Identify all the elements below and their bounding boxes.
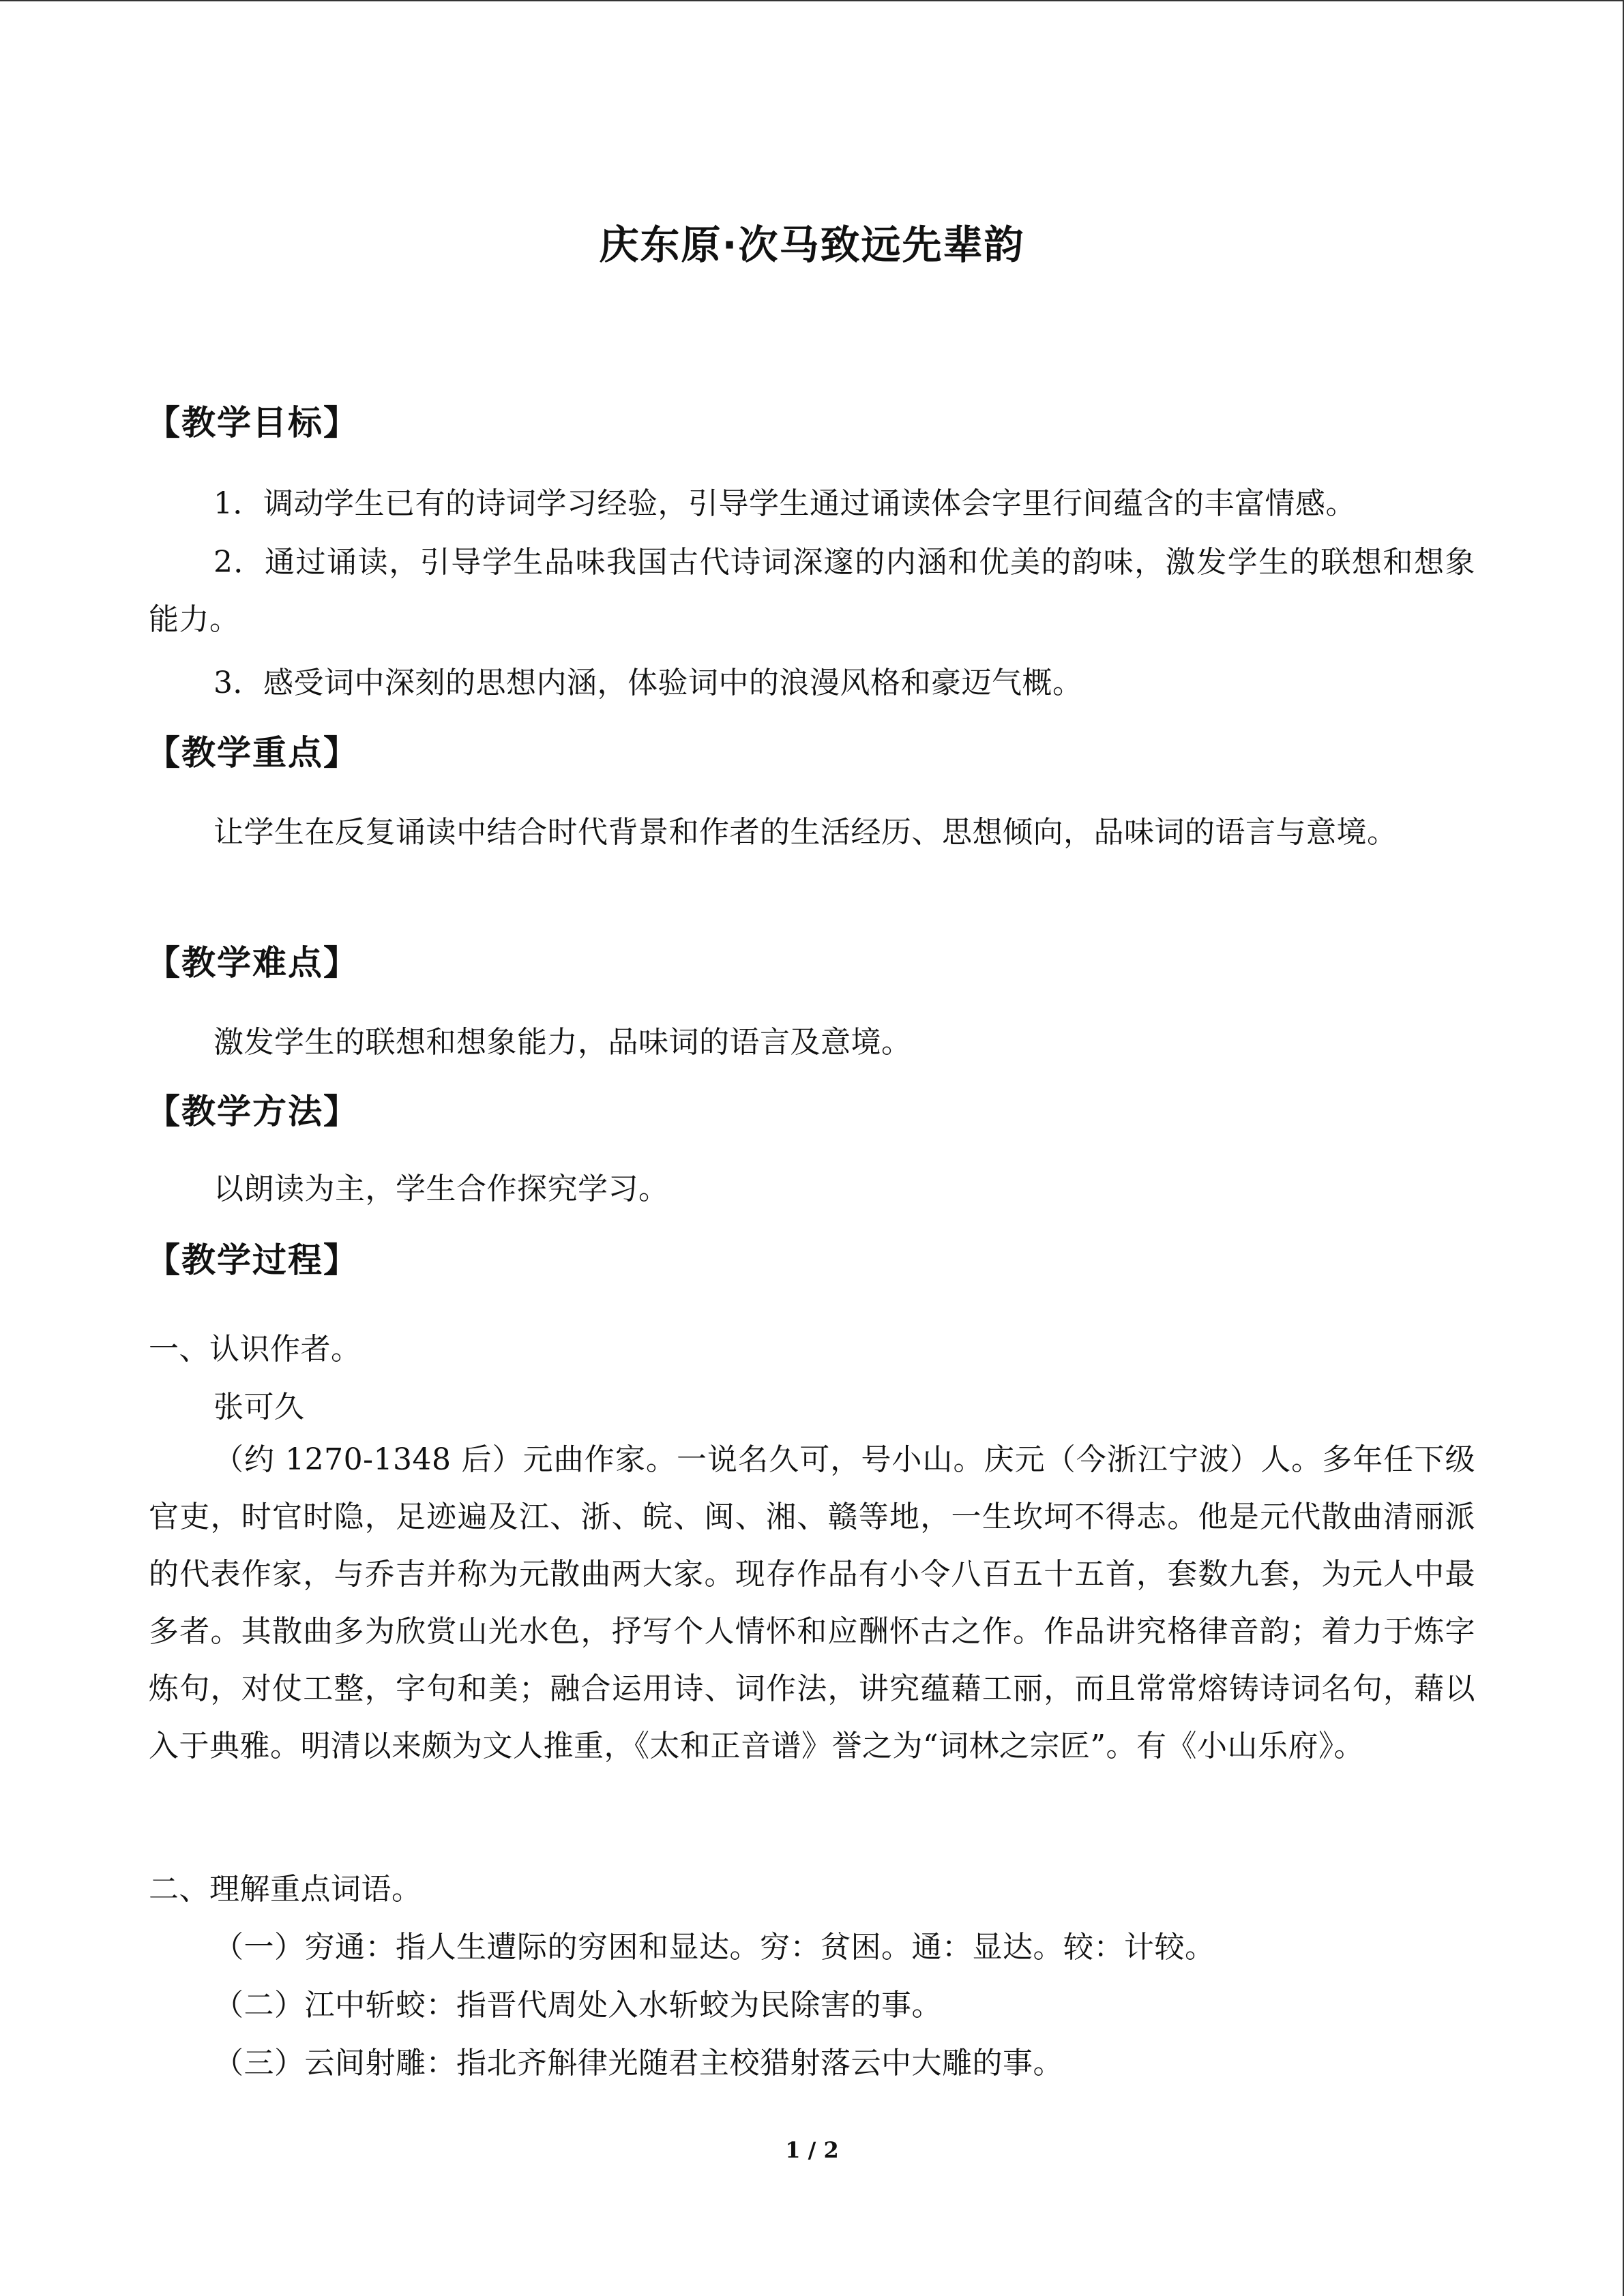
heading-objectives: 【教学目标】 (146, 403, 359, 443)
process-step-1: 一、认识作者。 (149, 1332, 361, 1367)
author-name: 张可久 (213, 1390, 305, 1425)
vocab-item-2: （二）江中斩蛟：指晋代周处入水斩蛟为民除害的事。 (213, 1988, 942, 2023)
objective-item-2: 2．通过诵读，引导学生品味我国古代诗词深邃的内涵和优美的韵味，激发学生的联想和想象能力。 (149, 545, 1475, 637)
heading-difficulties: 【教学难点】 (146, 943, 359, 983)
page-number: 1 / 2 (785, 2137, 839, 2163)
difficulties-text: 激发学生的联想和想象能力，品味词的语言及意境。 (213, 1025, 912, 1060)
heading-methods: 【教学方法】 (146, 1092, 359, 1131)
author-bio: （约 1270-1348 后）元曲作家。一说名久可，号小山。庆元（今浙江宁波）人。多年任下级官吏，时官时隐，足迹遍及江、浙、皖、闽、湘、赣等地，一生坎坷不得志。他是元代散曲清丽派的代表作家，与乔吉并称为元散曲两大家。现存作品有小令八百五十五首，套数九套，为元人中最多者。其散曲多为欣赏山光水色，抒写个人情怀和应酬怀古之作。作品讲究格律音韵；着力于炼字炼句，对仗工整，字句和美；融合运用诗、词作法，讲究蕴藉工丽，而且常常熔铸诗词名句，藉以入于典雅。明清以来颇为文人推重，《太和正音谱》誉之为“词林之宗匠”。有《小山乐府》。 (149, 1442, 1475, 1763)
key-points-text: 让学生在反复诵读中结合时代背景和作者的生活经历、思想倾向，品味词的语言与意境。 (213, 815, 1398, 850)
methods-text: 以朗读为主，学生合作探究学习。 (213, 1172, 669, 1206)
vocab-item-1: （一）穷通：指人生遭际的穷困和显达。穷：贫困。通：显达。较：计较。 (213, 1930, 1215, 1965)
heading-key-points: 【教学重点】 (146, 733, 359, 773)
objective-item-1: 1．调动学生已有的诗词学习经验，引导学生通过诵读体会字里行间蕴含的丰富情感。 (213, 486, 1356, 521)
process-step-2: 二、理解重点词语。 (149, 1872, 422, 1907)
page-title: 庆东原·次马致远先辈韵 (599, 222, 1025, 268)
heading-process: 【教学过程】 (146, 1240, 359, 1280)
vocab-item-3: （三）云间射雕：指北齐斛律光随君主校猎射落云中大雕的事。 (213, 2046, 1063, 2081)
objective-item-3: 3．感受词中深刻的思想内涵，体验词中的浪漫风格和豪迈气概。 (213, 666, 1083, 700)
